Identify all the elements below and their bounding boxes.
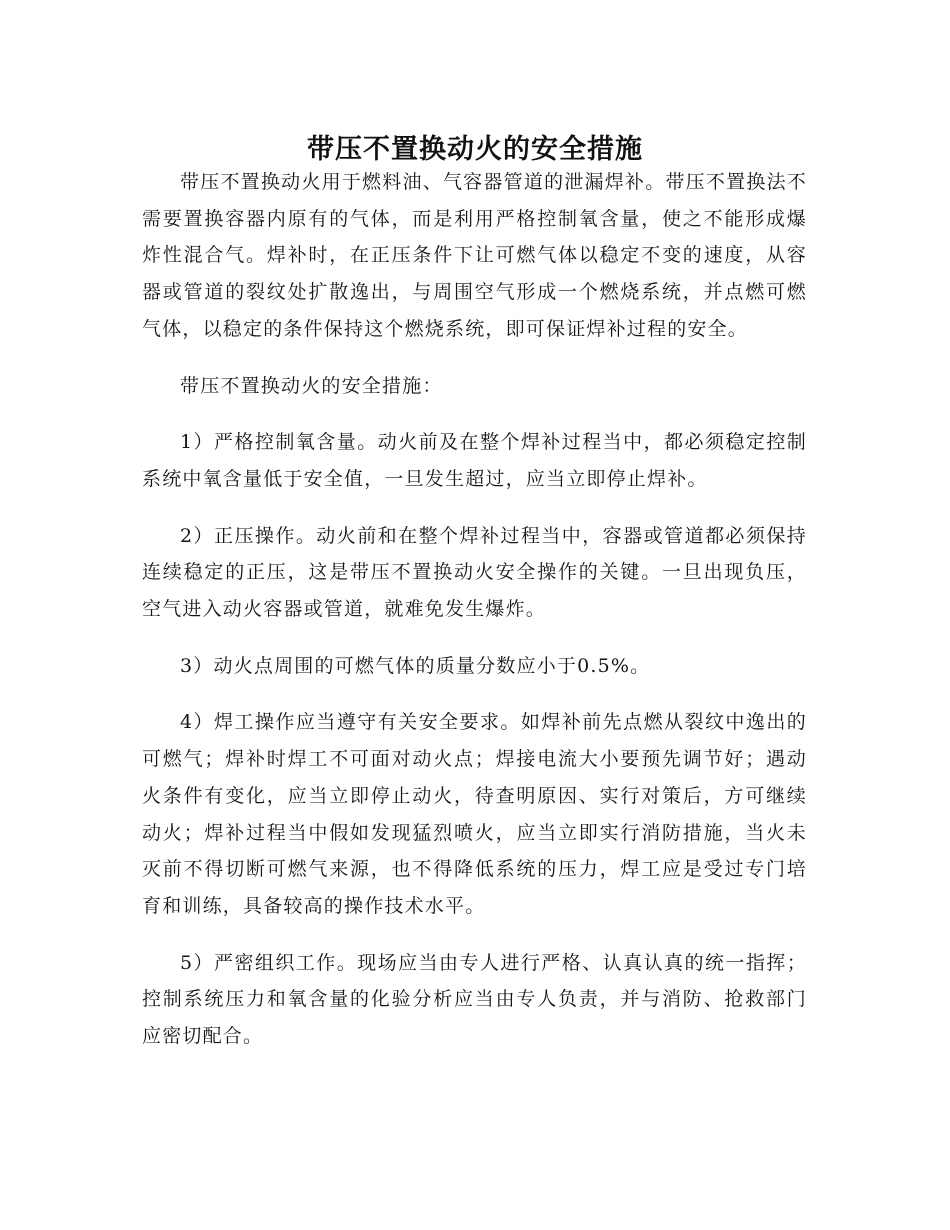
paragraph-measure-4: 4）焊工操作应当遵守有关安全要求。如焊补前先点燃从裂纹中逸出的可燃气；焊补时焊工不可面对动火点；焊接电流大小要预先调节好；遇动火条件有变化，应当立即停止动火，待查明原因、实行对策后，方可继续动火；焊补过程当中假如发现猛烈喷火，应当立即实行消防措施，当火未灭前不得切断可燃气来源，也不得降低系统的压力，焊工应是受过专门培育和训练，具备较高的操作技术水平。 <box>142 711 807 917</box>
paragraph-measure-5: 5）严密组织工作。现场应当由专人进行严格、认真认真的统一指挥；控制系统压力和氧含量的化验分析应当由专人负责，并与消防、抢救部门应密切配合。 <box>142 951 807 1048</box>
paragraph-measure-2: 2）正压操作。动火前和在整个焊补过程当中，容器或管道都必须保持连续稳定的正压，这是带压不置换动火安全操作的关键。一旦出现负压，空气进入动火容器或管道，就难免发生爆炸。 <box>142 524 807 621</box>
document-body <box>142 164 807 1075</box>
paragraph-measures-heading: 带压不置换动火的安全措施： <box>180 374 443 397</box>
paragraph-intro: 带压不置换动火用于燃料油、气容器管道的泄漏焊补。带压不置换法不需要置换容器内原有的气体，而是利用严格控制氧含量，使之不能形成爆炸性混合气。焊补时，在正压条件下让可燃气体以稳定不变的速度，从容器或管道的裂纹处扩散逸出，与周围空气形成一个燃烧系统，并点燃可燃气体，以稳定的条件保持这个燃烧系统，即可保证焊补过程的安全。 <box>142 171 807 340</box>
document-title: 带压不置换动火的安全措施 <box>307 134 643 166</box>
paragraph-measure-3: 3）动火点周围的可燃气体的质量分数应小于0.5%。 <box>180 654 651 677</box>
paragraph-measure-1: 1）严格控制氧含量。动火前及在整个焊补过程当中，都必须稳定控制系统中氧含量低于安全值，一旦发生超过，应当立即停止焊补。 <box>142 431 807 490</box>
